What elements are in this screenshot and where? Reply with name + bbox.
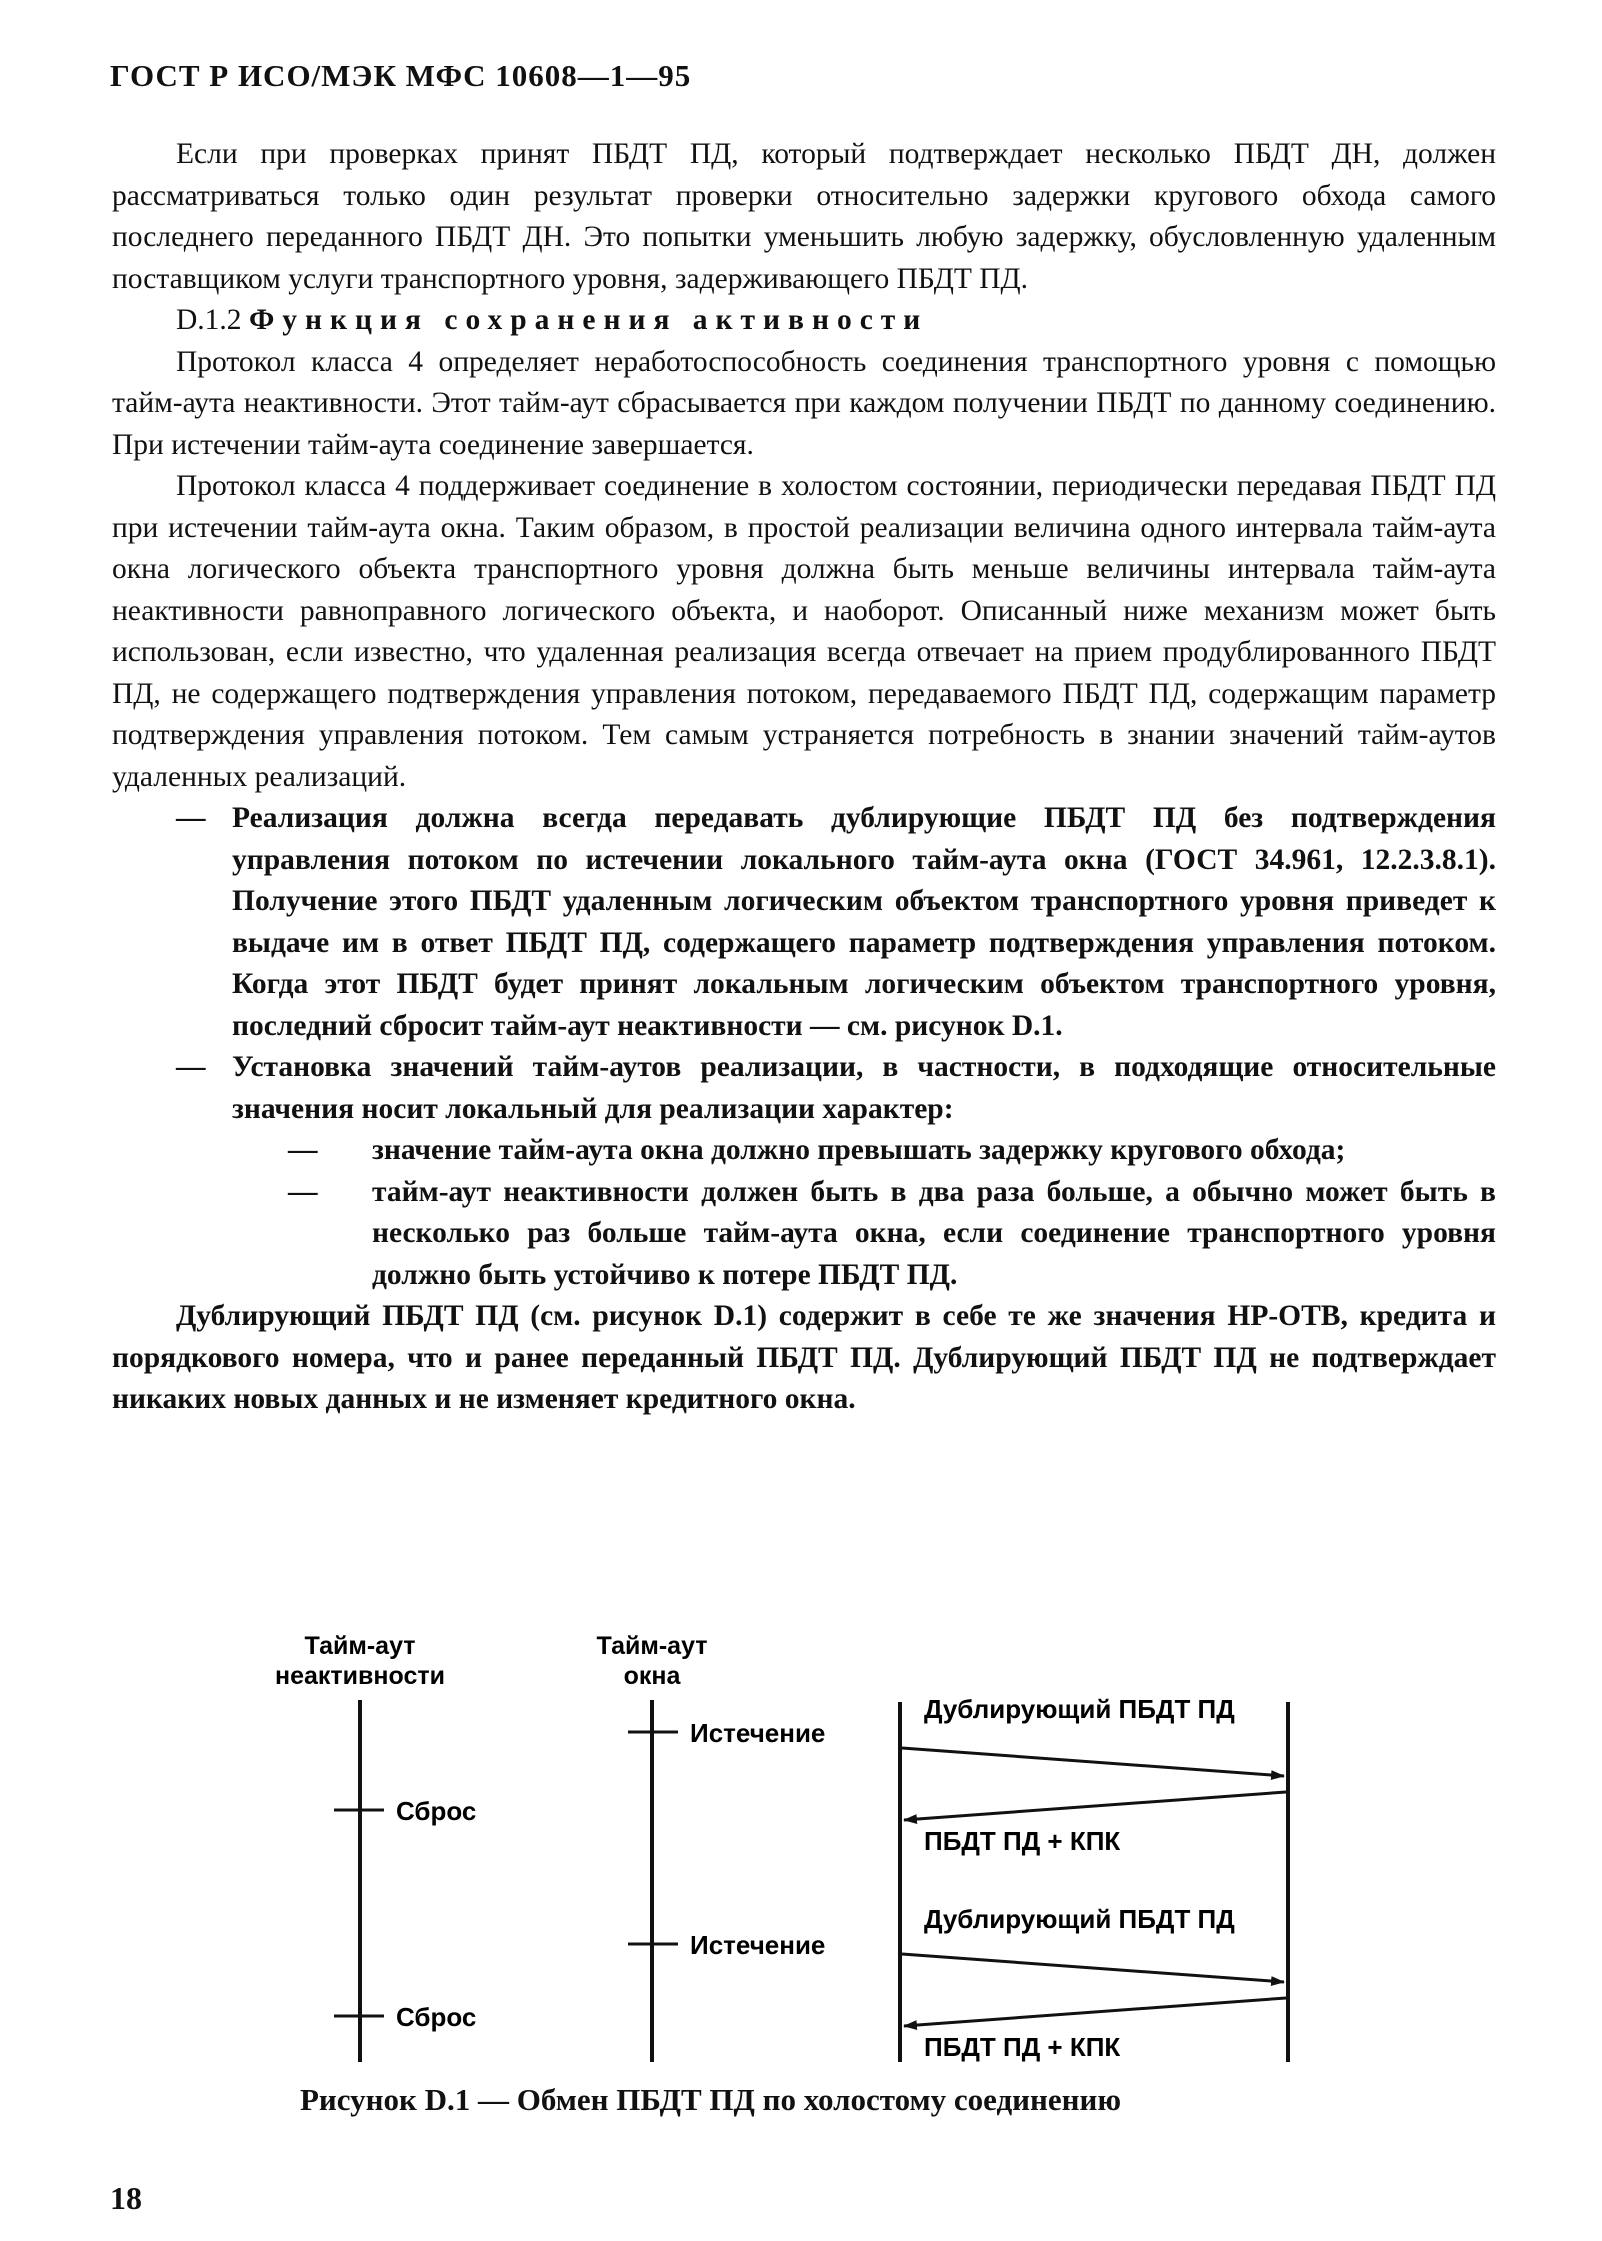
paragraph-4: Дублирующий ПБДТ ПД (см. рисунок D.1) содержит в себе те же значения НР-ОТВ, кредита и порядкового номера, что и ранее переданный ПБДТ ПД. Дублирующий ПБДТ ПД не подтверждает никаких новых данных и не изменяет кредитного окна. bbox=[112, 1300, 1496, 1415]
figure-caption: Рисунок D.1 — Обмен ПБДТ ПД по холостому соединению bbox=[300, 2082, 1122, 2117]
ack-pdu-label: ПБДТ ПД + КПК bbox=[924, 2032, 1121, 2062]
section-title: Функция сохранения активности bbox=[248, 304, 929, 336]
ack-pdu-arrow bbox=[904, 1998, 1286, 2026]
page-number: 18 bbox=[110, 2180, 142, 2216]
inactivity-timeout-title-2: неактивности bbox=[275, 1662, 445, 1690]
inactivity-timeout-title-1: Тайм-аут bbox=[304, 1632, 416, 1660]
sub-list-item-text: тайм-аут неактивности должен быть в два раза больше, а обычно может быть в несколько раз больше тайм-аута окна, если соединение транспортного уровня должно быть устойчиво к потере ПБДТ ПД. bbox=[372, 1175, 1496, 1291]
dash-marker: — bbox=[176, 1051, 206, 1083]
duplicate-pdu-arrow bbox=[902, 1954, 1284, 1982]
expiry-label: Истечение bbox=[690, 1930, 826, 1960]
window-timeout-title-2: окна bbox=[623, 1662, 681, 1690]
paragraph-3: Протокол класса 4 поддерживает соединение в холостом состоянии, периодически передавая ПБДТ ПД при истечении тайм-аута окна. Таким образом, в простой реализации величина одного интервала тайм-аута окна логического объекта транспортного уровня должна быть меньше величины интервала тайм-аута неактивности равноправного логического объекта, и наоборот. Описанный ниже механизм может быть использован, если известно, что удаленная реализация всегда отвечает на прием продублированного ПБДТ ПД, не содержащего подтверждения управления потоком, передаваемого ПБДТ ПД, содержащим параметр подтверждения управления потоком. Тем самым устраняется потребность в знании значений тайм-аутов удаленных реализаций. bbox=[112, 470, 1496, 793]
ack-pdu-arrow bbox=[904, 1792, 1286, 1820]
list-item-text: Реализация должна всегда передавать дублирующие ПБДТ ПД без подтверждения управления потоком по истечении локального тайм-аута окна (ГОСТ 34.961, 12.2.3.8.1). Получение этого ПБДТ удаленным логическим объектом транспортного уровня приведет к выдаче им в ответ ПБДТ ПД, содержащего параметр подтверждения управления потоком. Когда этот ПБДТ будет принят локальным логическим объектом транспортного уровня, последний сбросит тайм-аут неактивности — см. рисунок D.1. bbox=[232, 802, 1496, 1042]
reset-label: Сброс bbox=[396, 2002, 477, 2032]
reset-label: Сброс bbox=[396, 1796, 477, 1826]
dash-marker: — bbox=[176, 802, 206, 834]
dash-marker: — bbox=[288, 1175, 318, 1208]
window-timeout-title-1: Тайм-аут bbox=[596, 1632, 708, 1660]
paragraph-2: Протокол класса 4 определяет неработоспособность соединения транспортного уровня с помощью тайм-аута неактивности. Этот тайм-аут сбрасывается при каждом получении ПБДТ по данному соединению. При истечении тайм-аута соединение завершается. bbox=[112, 345, 1496, 461]
list-item-text: Установка значений тайм-аутов реализации, в частности, в подходящие относительные значения носит локальный для реализации характер: bbox=[232, 1051, 1496, 1125]
dash-marker: — bbox=[288, 1134, 318, 1166]
sub-list-item-text: значение тайм-аута окна должно превышать задержку кругового обхода; bbox=[372, 1134, 1346, 1166]
ack-pdu-label: ПБДТ ПД + КПК bbox=[924, 1826, 1121, 1856]
duplicate-pdu-label: Дублирующий ПБДТ ПД bbox=[924, 1904, 1235, 1934]
section-number: D.1.2 bbox=[176, 304, 242, 336]
duplicate-pdu-label: Дублирующий ПБДТ ПД bbox=[924, 1694, 1235, 1724]
paragraph-1: Если при проверках принят ПБДТ ПД, который подтверждает несколько ПБДТ ДН, должен рассматриваться только один результат проверки относительно задержки кругового обхода самого последнего переданного ПБДТ ДН. Это попытки уменьшить любую задержку, обусловленную удаленным поставщиком услуги транспортного уровня, задерживающего ПБДТ ПД. bbox=[112, 138, 1496, 295]
duplicate-pdu-arrow bbox=[902, 1748, 1284, 1776]
page-header: ГОСТ Р ИСО/МЭК МФС 10608—1—95 bbox=[110, 58, 692, 93]
expiry-label: Истечение bbox=[690, 1718, 826, 1748]
